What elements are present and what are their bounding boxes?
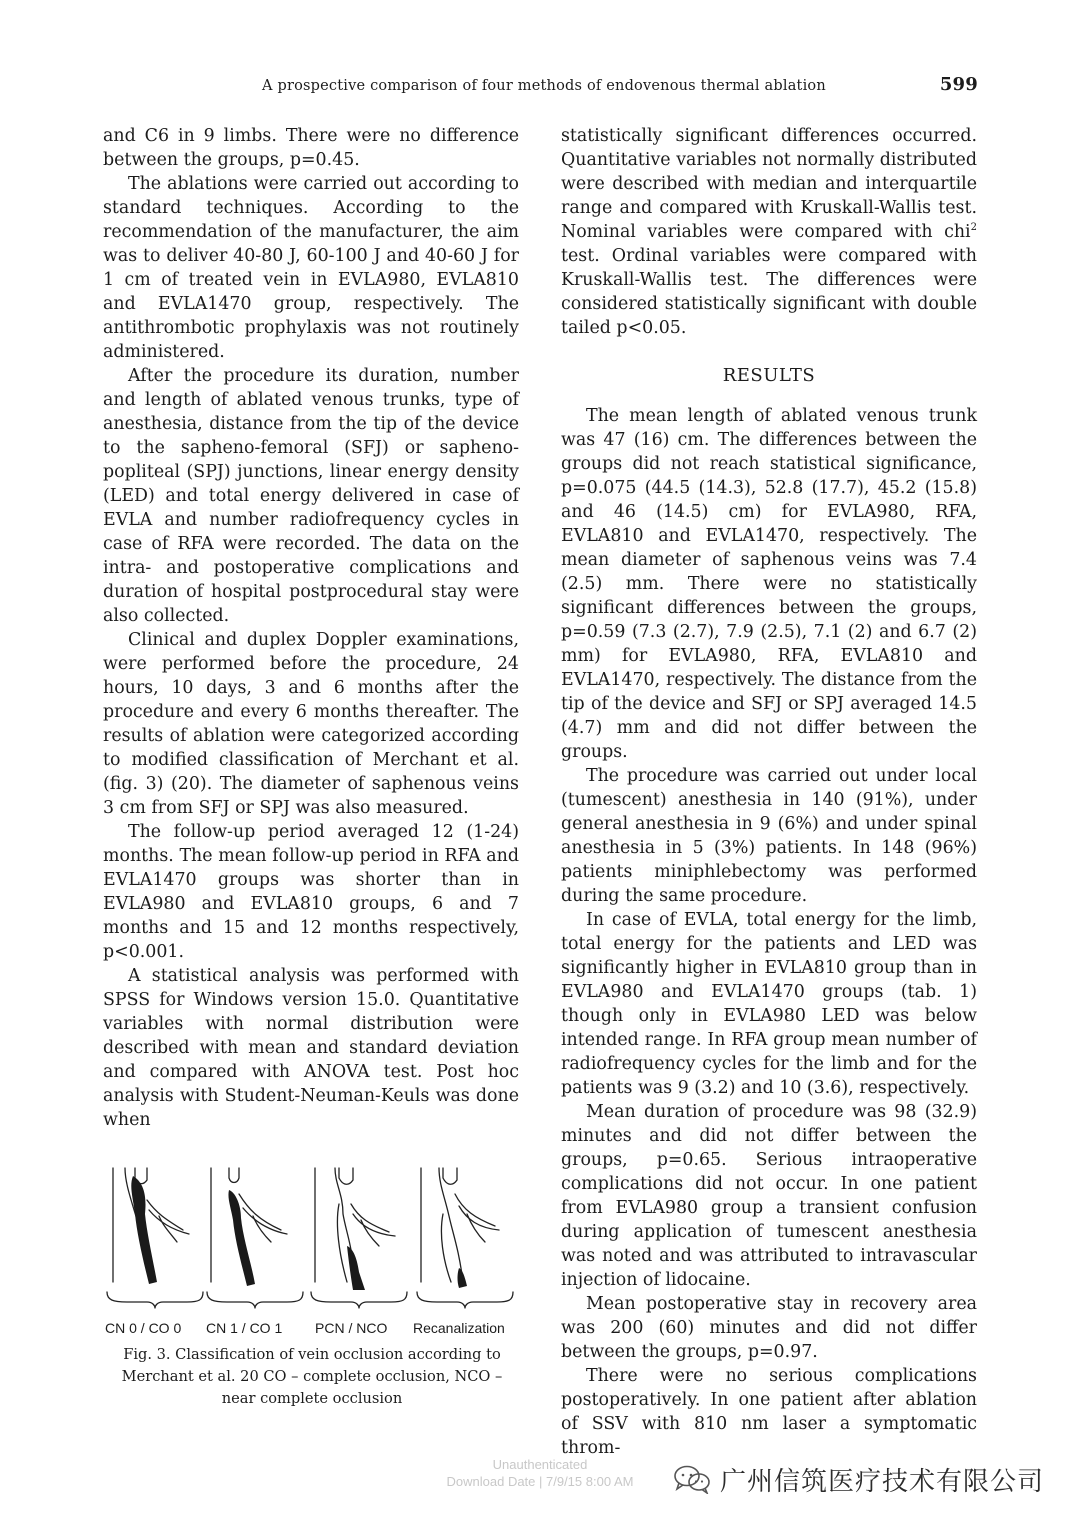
occluded-segment (228, 1190, 255, 1286)
occluded-segment (458, 1268, 468, 1288)
occluded-segment (347, 1246, 365, 1290)
running-header (262, 74, 980, 98)
panel-label: CN 1 / CO 1 (206, 1320, 283, 1336)
wechat-badge (672, 1462, 1044, 1496)
watermark-line: Unauthenticated (492, 1457, 588, 1472)
panel-label: PCN / NCO (315, 1320, 388, 1336)
paragraph: There were no serious complications postoperatively. In one patient after ablation of SSV with 810 nm laser a symptomatic throm- (561, 1366, 977, 1458)
wechat-account-name: 广州信筑医疗技术有限公司 (720, 1466, 1045, 1497)
panel-cn0-co0 (113, 1168, 189, 1284)
page-number: 599 (939, 74, 978, 95)
right-column (561, 124, 977, 1460)
panel-cn1-co1 (211, 1168, 287, 1286)
occluded-segment (131, 1176, 157, 1284)
paragraph: The mean length of ablated venous trunk was 47 (16) cm. The differences between the groups did not reach statistical significance, p=0.075 (44.5 (14.3), 52.8 (17.7), 45.2 (15.8) and 46 (14.5) cm) for EVLA980, RFA, EVLA810 and EVLA1470, respectively. The mean diameter of saphenous veins was 7.4 (2.5) mm. There were no statistically significant differences between the groups, p=0.59 (7.3 (2.7), 7.9 (2.5), 7.1 (2) and 6.7 (2) mm) for EVLA980, RFA, EVLA810 and EVLA1470, respectively. The distance from the tip of the device and SFJ or SPJ averaged 14.5 (4.7) mm and did not differ between the groups. (561, 406, 977, 762)
bracket (107, 1292, 203, 1308)
figure-3 (103, 1164, 521, 1410)
vein-occlusion-diagram (103, 1164, 521, 1314)
paragraph: In case of EVLA, total energy for the limb, total energy for the patients and LED was significantly higher in EVLA810 group than in EVLA980 and EVLA1470 groups (tab. 1) though only in EVLA980 LED was below intended range. In RFA group mean number of radiofrequency cycles for the limb and for the patients was 9 (3.2) and 10 (3.6), respectively. (561, 910, 977, 1098)
paragraph: Clinical and duplex Doppler examinations, were performed before the procedure, 24 hours, 10 days, 3 and 6 months after the procedure and every 6 months thereafter. The results of ablation were categorized according to modified classification of Merchant et al. (fig. 3) (20). The diameter of saphenous veins 3 cm from SFJ or SPJ was also measured. (103, 630, 519, 818)
paragraph: After the procedure its duration, number and length of ablated venous trunks, type of anesthesia, distance from the tip of the device to the sapheno-femoral (SFJ) or sapheno-popliteal (SPJ) junctions, linear energy density (LED) and total energy delivered in case of EVLA and number radiofrequency cycles in case of RFA were recorded. The data on the intra- and postoperative complications and duration of hospital postprocedural stay were also collected. (103, 366, 519, 626)
paragraph: The procedure was carried out under local (tumescent) anesthesia in 140 (91%), under general anesthesia in 9 (6%) and under spinal anesthesia in 5 (3%) patients. In 148 (96%) patients miniphlebectomy was performed during the same procedure. (561, 766, 977, 906)
figure-caption (103, 1344, 521, 1410)
caption-line: near complete occlusion (221, 1390, 403, 1407)
superscript: 2 (970, 222, 977, 234)
paragraph: The ablations were carried out according to standard techniques. According to the recommendation of the manufacturer, the aim was to deliver 40-80 J, 60-100 J and 40-60 J for 1 cm of treated vein in EVLA980, EVLA810 and EVLA1470 group, respectively. The antithrombotic prophylaxis was not routinely administered. (103, 174, 519, 362)
watermark-line: Download Date | 7/9/15 8:00 AM (446, 1474, 634, 1489)
panel-recanalization (421, 1168, 499, 1288)
left-column (103, 124, 519, 1132)
caption-line: Merchant et al. 20 CO – complete occlusion, NCO – (121, 1368, 503, 1385)
wechat-icon (672, 1464, 712, 1494)
panel-labels (103, 1320, 521, 1342)
paragraph: The follow-up period averaged 12 (1-24) months. The mean follow-up period in RFA and EVLA1470 groups was shorter than in EVLA980 and EVLA810 groups, 6 and 7 months and 15 and 12 months respectively, p<0.001. (103, 822, 519, 962)
section-heading-results: RESULTS (722, 365, 816, 386)
paragraph (561, 124, 977, 340)
text-run: test. Ordinal variables were compared with Kruskall-Wallis test. The differences were considered statistically significant with double tailed p<0.05. (561, 246, 977, 338)
paragraph: A statistical analysis was performed with SPSS for Windows version 15.0. Quantitative variables with normal distribution were described with mean and standard deviation and compared with ANOVA test. Post hoc analysis with Student-Neuman-Keuls was done when (103, 966, 519, 1130)
download-watermark (410, 1456, 670, 1490)
paragraph: Mean duration of procedure was 98 (32.9) minutes and did not differ between the groups, p=0.65. Serious intraoperative complications did not occur. In one patient from EVLA980 group a transient confusion during application of tumescent anesthesia was noted and was attributed to intravascular injection of lidocaine. (561, 1102, 977, 1290)
panel-pcn-nco (315, 1168, 395, 1290)
running-title: A prospective comparison of four methods of endovenous thermal ablation (262, 78, 826, 94)
text-run: statistically significant differences occurred. Quantitative variables not normally distributed were described with median and interquartile range and compared with Kruskall-Wallis test. Nominal variables were compared with chi (561, 126, 977, 242)
panel-label: Recanalization (413, 1320, 505, 1336)
bracket (311, 1292, 407, 1308)
panel-label: CN 0 / CO 0 (105, 1320, 182, 1336)
paragraph: and C6 in 9 limbs. There were no difference between the groups, p=0.45. (103, 126, 519, 170)
bracket (207, 1292, 303, 1308)
caption-line: Fig. 3. Classification of vein occlusion according to (123, 1346, 501, 1363)
paragraph: Mean postoperative stay in recovery area was 200 (60) minutes and did not differ between the groups, p=0.97. (561, 1294, 977, 1362)
bracket (417, 1292, 513, 1308)
